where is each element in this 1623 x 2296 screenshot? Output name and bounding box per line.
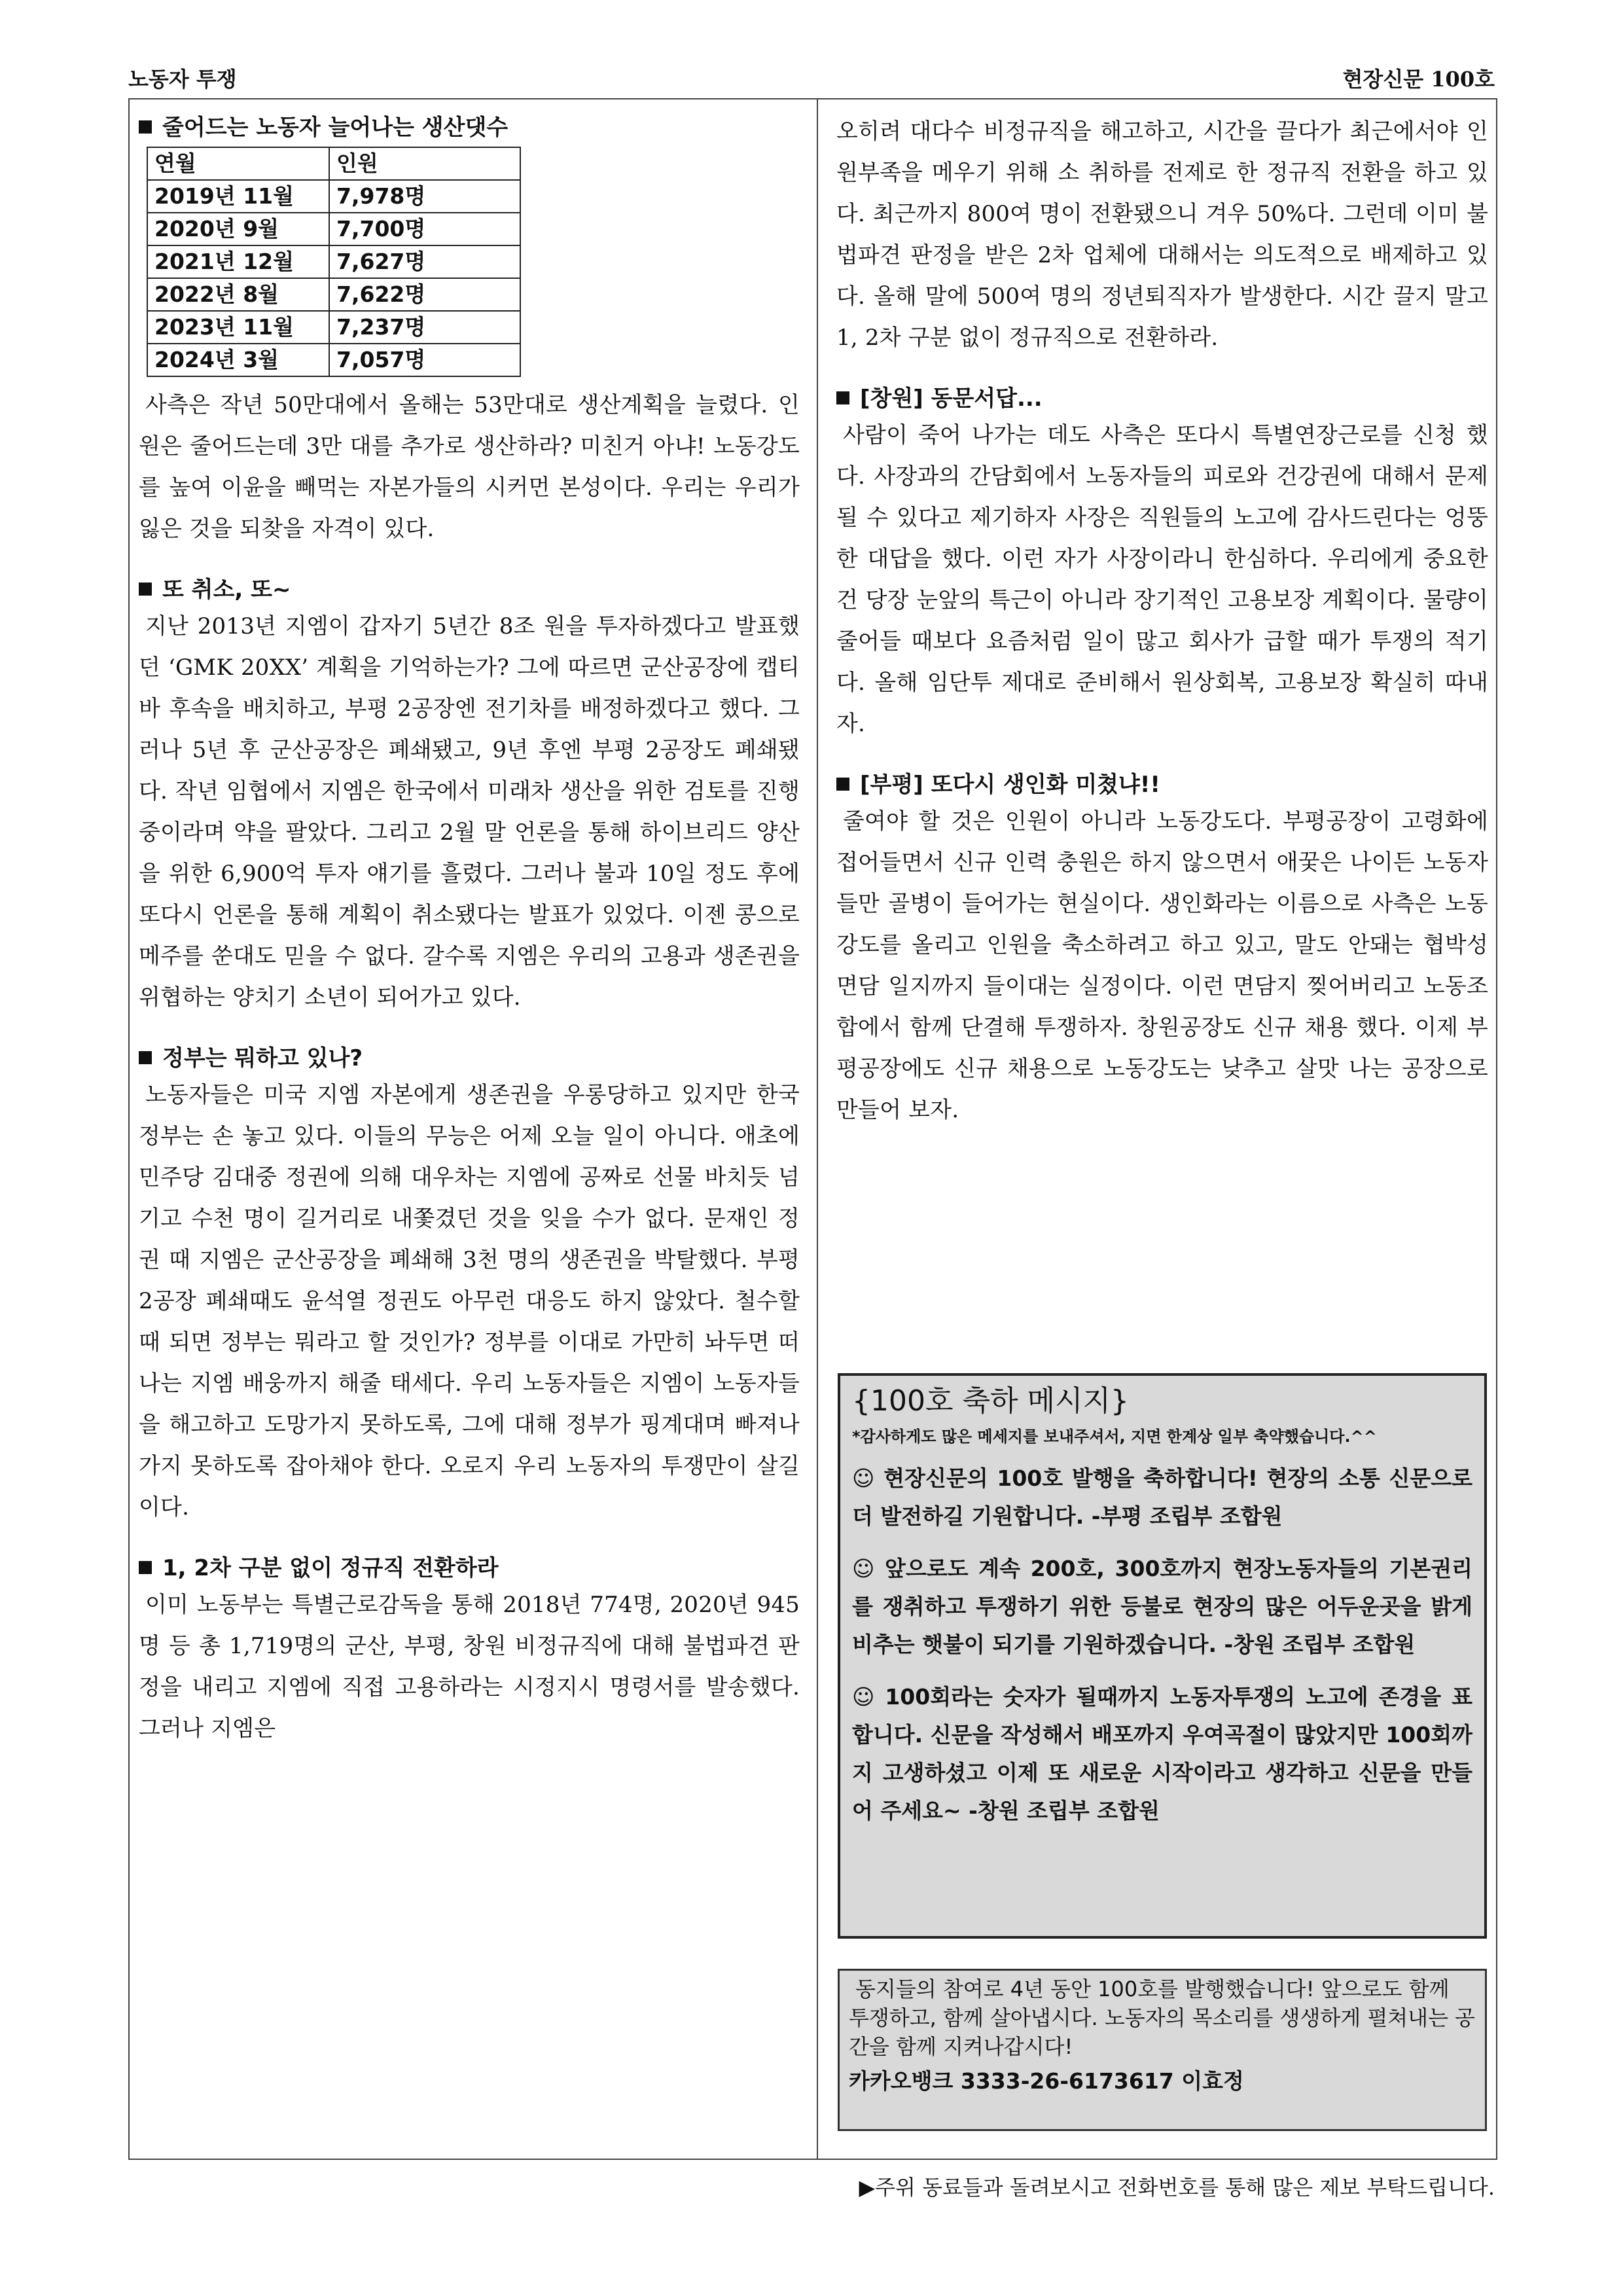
table-header-cell: 연월	[147, 147, 329, 180]
article-body: 사측은 작년 50만대에서 올해는 53만대로 생산계획을 늘렸다. 인원은 줄어드는데 3만 대를 추가로 생산하라? 미친거 아냐! 노동강도를 높여 이윤을 빼먹는 자본가들의 시커먼 본성이다. 우리는 우리가 잃은 것을 되찾을 자격이 있다.	[139, 392, 800, 542]
table-cell-count: 7,057명	[329, 344, 520, 376]
table-row	[147, 278, 520, 311]
support-box	[838, 1969, 1487, 2131]
table-header-row	[147, 147, 520, 180]
bullet-square-icon	[139, 1051, 152, 1064]
table-cell-date: 2023년 11월	[147, 311, 329, 344]
congratulations-note: *감사하게도 많은 메세지를 보내주셔서, 지면 한계상 일부 축약했습니다.^^	[852, 1427, 1377, 1446]
section-heading: 또 취소, 또~	[139, 573, 800, 606]
header-issue-label: 현장신문 100호	[1342, 67, 1495, 92]
right-column	[836, 111, 1488, 1131]
article-body: 이미 노동부는 특별근로감독을 통해 2018년 774명, 2020년 945명 등 총 1,719명의 군산, 부평, 창원 비정규직에 대해 불법파견 판정을 내리고 지엠에 직접 고용하라는 시정지시 명령서를 발송했다. 그러나 지엠은	[139, 1592, 800, 1742]
section-heading: 정부는 뭐하고 있나?	[139, 1042, 800, 1075]
table-cell-count: 7,622명	[329, 278, 520, 311]
support-text: 동지들의 참여로 4년 동안 100호를 발행했습니다! 앞으로도 함께 투쟁하고, 함께 살아냅시다. 노동자의 목소리를 생생하게 펼쳐내는 공간을 함께 지켜나갑시다!	[849, 1977, 1476, 2059]
article-body: 줄여야 할 것은 인원이 아니라 노동강도다. 부평공장이 고령화에 접어들면서 신규 인력 충원은 하지 않으면서 애꿎은 나이든 노동자들만 골병이 들어가는 현실이다. 생인화라는 이름으로 사측은 노동강도를 올리고 인원을 축소하려고 하고 있고, 말도 안돼는 협박성 면담 일지까지 들이대는 실정이다. 이런 면담지 찢어버리고 노동조합에서 함께 단결해 투쟁하자. 창원공장도 신규 채용 했다. 이제 부평공장에도 신규 채용으로 노동강도는 낮추고 살맛 나는 공장으로 만들어 보자.	[836, 808, 1488, 1123]
workforce-table	[147, 147, 521, 377]
bullet-square-icon	[139, 583, 152, 596]
table-cell-count: 7,700명	[329, 213, 520, 245]
congratulation-message: ☺ 현장신문의 100호 발행을 축하합니다! 현장의 소통 신문으로 더 발전하길 기원합니다. -부평 조립부 조합원	[852, 1465, 1472, 1529]
section-heading: 1, 2차 구분 없이 정규직 전환하라	[139, 1552, 800, 1585]
article-body: 노동자들은 미국 지엠 자본에게 생존권을 우롱당하고 있지만 한국 정부는 손 놓고 있다. 이들의 무능은 어제 오늘 일이 아니다. 애초에 민주당 김대중 정권에 의해 대우차는 지엠에 공짜로 선물 바치듯 넘기고 수천 명이 길거리로 내쫓겼던 것을 잊을 수가 없다. 문재인 정권 때 지엠은 군산공장을 폐쇄해 3천 명의 생존권을 박탈했다. 부평2공장 폐쇄때도 윤석열 정권도 아무런 대응도 하지 않았다. 철수할 때 되면 정부는 뭐라고 할 것인가? 정부를 이대로 가만히 놔두면 떠나는 지엠 배웅까지 해줄 태세다. 우리 노동자들은 지엠이 노동자들을 해고하고 도망가지 못하도록, 그에 대해 정부가 핑계대며 빠져나가지 못하도록 잡아채야 한다. 오로지 우리 노동자의 투쟁만이 살길이다.	[139, 1082, 800, 1520]
table-row	[147, 344, 520, 376]
table-row	[147, 213, 520, 245]
table-row	[147, 311, 520, 344]
bullet-square-icon	[139, 1561, 152, 1574]
header-section-label: 노동자 투쟁	[128, 67, 237, 92]
article-body: 지난 2013년 지엠이 갑자기 5년간 8조 원을 투자하겠다고 발표했던 ‘GMK 20XX’ 계획을 기억하는가? 그에 따르면 군산공장에 캡티바 후속을 배치하고, 부평 2공장엔 전기차를 배정하겠다고 했다. 그러나 5년 후 군산공장은 폐쇄됐고, 9년 후엔 부평 2공장도 폐쇄됐다. 작년 임협에서 지엠은 한국에서 미래차 생산을 위한 검토를 진행 중이라며 약을 팔았다. 그리고 2월 말 언론을 통해 하이브리드 양산을 위한 6,900억 투자 얘기를 흘렸다. 그러나 불과 10일 정도 후에 또다시 언론을 통해 계획이 취소됐다는 발표가 있었다. 이젠 콩으로 메주를 쑨대도 믿을 수 없다. 갈수록 지엠은 우리의 고용과 생존권을 위협하는 양치기 소년이 되어가고 있다.	[139, 613, 800, 1011]
bank-account: 카카오뱅크 3333-26-6173617 이효정	[849, 2068, 1244, 2094]
table-cell-date: 2019년 11월	[147, 180, 329, 213]
footer-note: ▶주위 동료들과 돌려보시고 전화번호를 통해 많은 제보 부탁드립니다.	[859, 2175, 1495, 2200]
table-cell-count: 7,237명	[329, 311, 520, 344]
table-cell-date: 2024년 3월	[147, 344, 329, 376]
congratulations-box	[838, 1373, 1487, 1939]
left-column	[139, 111, 800, 1749]
running-header	[128, 63, 1495, 99]
congratulation-message: ☺ 앞으로도 계속 200호, 300호까지 현장노동자들의 기본권리를 쟁취하고 투쟁하기 위한 등불로 현장의 많은 어두운곳을 밝게 비추는 햇불이 되기를 기원하겠습니다. -창원 조립부 조합원	[852, 1556, 1472, 1657]
section-heading: 줄어드는 노동자 늘어나는 생산댓수	[139, 111, 800, 144]
congratulations-title: {100호 축하 메시지}	[852, 1384, 1129, 1418]
table-row	[147, 245, 520, 278]
column-divider	[817, 98, 818, 2160]
table-row	[147, 180, 520, 213]
bullet-square-icon	[836, 778, 849, 791]
bullet-square-icon	[836, 391, 849, 404]
section-heading: [부평] 또다시 생인화 미쳤냐!!	[836, 768, 1488, 801]
table-cell-date: 2022년 8월	[147, 278, 329, 311]
article-body-continued: 오히려 대다수 비정규직을 해고하고, 시간을 끌다가 최근에서야 인원부족을 메우기 위해 소 취하를 전제로 한 정규직 전환을 하고 있다. 최근까지 800여 명이 전환됐으니 겨우 50%다. 그런데 이미 불법파견 판정을 받은 2차 업체에 대해서는 의도적으로 배제하고 있다. 올해 말에 500여 명의 정년퇴직자가 발생한다. 시간 끌지 말고 1, 2차 구분 없이 정규직으로 전환하라.	[836, 118, 1488, 351]
congratulation-message: ☺ 100회라는 숫자가 될때까지 노동자투쟁의 노고에 존경을 표합니다. 신문을 작성해서 배포까지 우여곡절이 많았지만 100회까지 고생하셨고 이제 또 새로운 시작이라고 생각하고 신문을 만들어 주세요~ -창원 조립부 조합원	[852, 1684, 1472, 1823]
section-heading: [창원] 동문서답...	[836, 382, 1488, 415]
table-cell-date: 2021년 12월	[147, 245, 329, 278]
table-header-cell: 인원	[329, 147, 520, 180]
table-cell-count: 7,978명	[329, 180, 520, 213]
article-body: 사람이 죽어 나가는 데도 사측은 또다시 특별연장근로를 신청 했다. 사장과의 간담회에서 노동자들의 피로와 건강권에 대해서 문제 될 수 있다고 제기하자 사장은 직원들의 노고에 감사드린다는 엉뚱한 대답을 했다. 이런 자가 사장이라니 한심하다. 우리에게 중요한 건 당장 눈앞의 특근이 아니라 장기적인 고용보장 계획이다. 물량이 줄어들 때보다 요즘처럼 일이 많고 회사가 급할 때가 투쟁의 적기다. 올해 임단투 제대로 준비해서 원상회복, 고용보장 확실히 따내자.	[836, 422, 1488, 737]
table-cell-count: 7,627명	[329, 245, 520, 278]
table-cell-date: 2020년 9월	[147, 213, 329, 245]
bullet-square-icon	[139, 120, 152, 134]
